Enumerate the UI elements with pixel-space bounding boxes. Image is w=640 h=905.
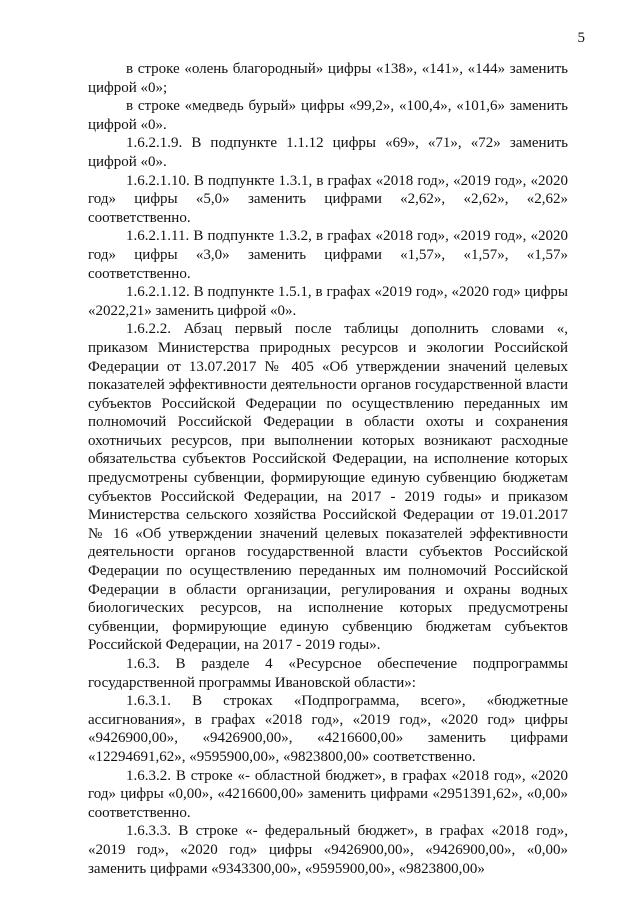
- paragraph: 1.6.2.1.10. В подпункте 1.3.1, в графах «2018 год», «2019 год», «2020 год» цифры «5,0» заменить цифрами «2,62», «2,62», «2,62» соответственно.: [88, 172, 568, 226]
- paragraph: 1.6.2.1.11. В подпункте 1.3.2, в графах «2018 год», «2019 год», «2020 год» цифры «3,0» заменить цифрами «1,57», «1,57», «1,57» соответственно.: [88, 228, 568, 282]
- paragraph: 1.6.2.1.9. В подпункте 1.1.12 цифры «69», «71», «72» заменить цифрой «0».: [88, 135, 568, 170]
- paragraph: 1.6.2.1.12. В подпункте 1.5.1, в графах «2019 год», «2020 год» цифры «2022,21» заменить цифрой «0».: [88, 284, 568, 319]
- paragraph: 1.6.3.1. В строках «Подпрограмма, всего», «бюджетные ассигнования», в графах «2018 год», «2019 год», «2020 год» цифры «9426900,00», «9426900,00», «4216600,00» заменить цифрами «12294691,62», «9595900,00», «9823800,00» соответственно.: [88, 693, 568, 765]
- paragraph: в строке «медведь бурый» цифры «99,2», «100,4», «101,6» заменить цифрой «0».: [88, 98, 568, 133]
- page-number: 5: [577, 30, 585, 46]
- paragraph: 1.6.3. В разделе 4 «Ресурсное обеспечение подпрограммы государственной программы Ивановской области»:: [88, 656, 568, 691]
- paragraph: 1.6.2.2. Абзац первый после таблицы дополнить словами «, приказом Министерства природных ресурсов и экологии Российской Федерации от 13.07.2017 № 405 «Об утверждении значений целевых показателей эффективности деятельности органов государственной власти субъектов Российской Федерации по осуществлению переданных им полномочий Российской Федерации в области охоты и сохранения охотничьих ресурсов, при выполнении которых возникают расходные обязательства субъектов Российской Федерации, на исполнение которых предусмотрены субвенции, формирующие единую субвенцию бюджетам субъектов Российской Федерации, на 2017 - 2019 годы» и приказом Министерства сельского хозяйства Российской Федерации от 19.01.2017 № 16 «Об утверждении значений целевых показателей эффективности деятельности органов государственной власти субъектов Российской Федерации по осуществлению переданных им полномочий Российской Федерации в области организации, регулирования и охраны водных биологических ресурсов, на исполнение которых предусмотрены субвенции, формирующие единую субвенцию бюджетам субъектов Российской Федерации, на 2017 - 2019 годы».: [88, 321, 568, 654]
- paragraph: в строке «олень благородный» цифры «138», «141», «144» заменить цифрой «0»;: [88, 61, 568, 96]
- paragraph: 1.6.3.2. В строке «- областной бюджет», в графах «2018 год», «2020 год» цифры «0,00», «4216600,00» заменить цифрами «2951391,62», «0,00» соответственно.: [88, 767, 568, 821]
- document-body: [88, 60, 568, 878]
- paragraph: 1.6.3.3. В строке «- федеральный бюджет», в графах «2018 год», «2019 год», «2020 год» цифры «9426900,00», «9426900,00», «0,00» заменить цифрами «9343300,00», «9595900,00», «9823800,00»: [88, 823, 568, 877]
